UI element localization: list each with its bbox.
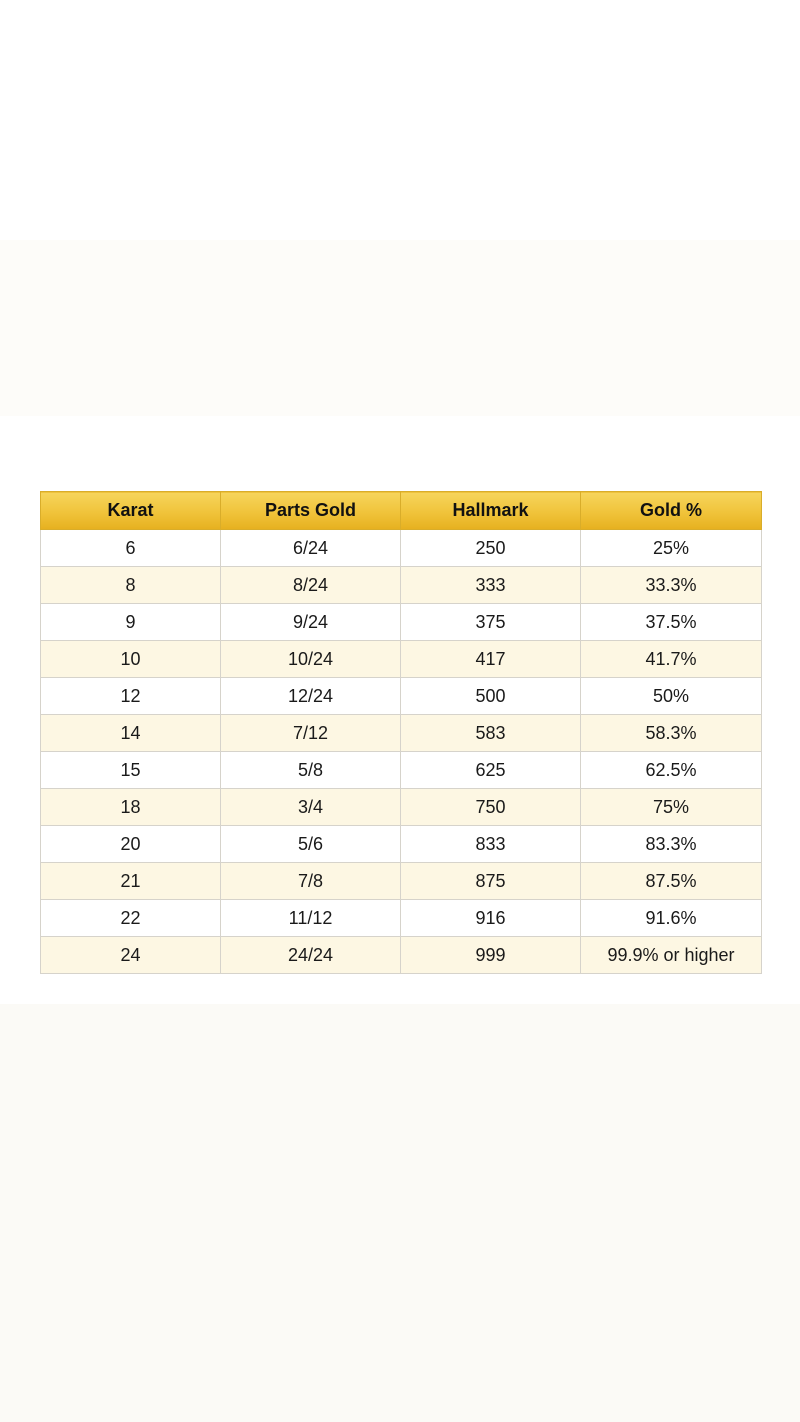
cell-hallmark: 250 — [401, 530, 581, 567]
cell-hallmark: 833 — [401, 826, 581, 863]
table-row — [41, 678, 762, 715]
table-row — [41, 937, 762, 974]
cell-hallmark: 417 — [401, 641, 581, 678]
table-row — [41, 826, 762, 863]
bottom-background — [0, 1004, 800, 1422]
cell-hallmark: 916 — [401, 900, 581, 937]
table-row — [41, 641, 762, 678]
table-row — [41, 752, 762, 789]
cell-hallmark: 875 — [401, 863, 581, 900]
cell-hallmark: 500 — [401, 678, 581, 715]
cell-hallmark: 625 — [401, 752, 581, 789]
cell-hallmark: 333 — [401, 567, 581, 604]
cell-parts-gold: 7/8 — [221, 863, 401, 900]
cell-karat: 6 — [41, 530, 221, 567]
cell-gold-percent: 50% — [581, 678, 762, 715]
cell-gold-percent: 83.3% — [581, 826, 762, 863]
cell-hallmark: 583 — [401, 715, 581, 752]
header-hallmark: Hallmark — [401, 492, 581, 530]
cell-karat: 15 — [41, 752, 221, 789]
cell-karat: 8 — [41, 567, 221, 604]
top-background — [0, 0, 800, 240]
table-row — [41, 604, 762, 641]
header-parts-gold: Parts Gold — [221, 492, 401, 530]
cell-parts-gold: 5/8 — [221, 752, 401, 789]
cell-parts-gold: 12/24 — [221, 678, 401, 715]
cell-gold-percent: 25% — [581, 530, 762, 567]
cell-gold-percent: 41.7% — [581, 641, 762, 678]
cell-gold-percent: 62.5% — [581, 752, 762, 789]
header-karat: Karat — [41, 492, 221, 530]
cell-parts-gold: 10/24 — [221, 641, 401, 678]
cell-karat: 18 — [41, 789, 221, 826]
cell-gold-percent: 37.5% — [581, 604, 762, 641]
table-row — [41, 567, 762, 604]
cell-parts-gold: 6/24 — [221, 530, 401, 567]
table-row — [41, 789, 762, 826]
cell-karat: 24 — [41, 937, 221, 974]
cell-parts-gold: 7/12 — [221, 715, 401, 752]
cell-hallmark: 750 — [401, 789, 581, 826]
cell-parts-gold: 8/24 — [221, 567, 401, 604]
cell-gold-percent: 33.3% — [581, 567, 762, 604]
cell-parts-gold: 3/4 — [221, 789, 401, 826]
cell-parts-gold: 11/12 — [221, 900, 401, 937]
table-row — [41, 715, 762, 752]
karat-gold-table — [40, 491, 762, 974]
cell-parts-gold: 9/24 — [221, 604, 401, 641]
karat-table-container — [40, 491, 761, 974]
table-row — [41, 900, 762, 937]
cell-gold-percent: 58.3% — [581, 715, 762, 752]
cell-karat: 14 — [41, 715, 221, 752]
cell-karat: 20 — [41, 826, 221, 863]
cell-gold-percent: 87.5% — [581, 863, 762, 900]
cell-karat: 9 — [41, 604, 221, 641]
cell-hallmark: 375 — [401, 604, 581, 641]
cell-hallmark: 999 — [401, 937, 581, 974]
cell-parts-gold: 5/6 — [221, 826, 401, 863]
cell-karat: 10 — [41, 641, 221, 678]
cell-gold-percent: 99.9% or higher — [581, 937, 762, 974]
table-header-row — [41, 492, 762, 530]
cell-karat: 22 — [41, 900, 221, 937]
cell-parts-gold: 24/24 — [221, 937, 401, 974]
table-row — [41, 530, 762, 567]
cell-gold-percent: 75% — [581, 789, 762, 826]
cell-gold-percent: 91.6% — [581, 900, 762, 937]
mid-background — [0, 240, 800, 416]
table-row — [41, 863, 762, 900]
cell-karat: 21 — [41, 863, 221, 900]
header-gold-percent: Gold % — [581, 492, 762, 530]
cell-karat: 12 — [41, 678, 221, 715]
